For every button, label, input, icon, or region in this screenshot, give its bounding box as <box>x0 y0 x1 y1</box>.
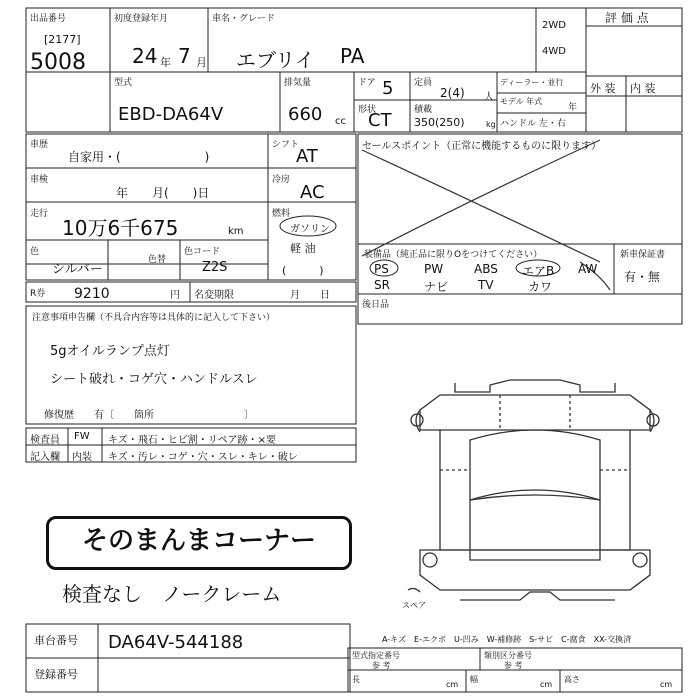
paint-label: 色替 <box>148 255 167 265</box>
shift-value: AT <box>296 146 318 167</box>
fuel-option-1: 軽 油 <box>290 242 316 255</box>
name-change-label: 名変期限 <box>194 290 234 301</box>
inspection-label: 車検 <box>30 175 49 185</box>
displacement-value: 660 <box>288 104 323 125</box>
fuel-label: 燃料 <box>272 209 291 219</box>
repair-label: 修復歴 有〔 箇所 〕 <box>44 410 254 421</box>
corner-stamp <box>46 516 352 570</box>
color-code-value: Z2S <box>202 260 228 275</box>
grade: PA <box>340 44 365 68</box>
color-code-label: 色コード <box>184 247 221 257</box>
shape-label: 形状 <box>358 105 377 115</box>
chassis-label: 車台番号 <box>34 634 78 647</box>
length-unit: cm <box>446 680 459 689</box>
equip-abs: ABS <box>474 262 498 276</box>
dealer-label: ディーラー・並行 <box>500 78 564 87</box>
class-label: 類別区分番号 <box>484 651 532 660</box>
warranty-value: 有・無 <box>624 270 661 284</box>
notes-line-2: シート破れ・コゲ穴・ハンドルスレ <box>50 372 258 387</box>
ref2: 参 考 <box>504 661 523 670</box>
car-name-label: 車名・グレード <box>212 14 276 24</box>
inspector-label-1: 検査員 <box>30 435 60 446</box>
length-label: 長 <box>352 675 360 684</box>
lot-number: 5008 <box>30 50 86 75</box>
fuel-option-2: ( ) <box>282 264 324 277</box>
equip-navi: ナビ <box>424 280 449 294</box>
equip-sr: SR <box>374 278 390 292</box>
corner-subtitle: 検査なし ノークレーム <box>62 582 282 606</box>
drive-4wd: 4WD <box>542 46 566 57</box>
interior-label: 内 装 <box>630 82 656 95</box>
exterior-label: 外 装 <box>590 82 616 95</box>
model-year-label: モデル 年式 <box>500 97 543 106</box>
aircon-label: 冷房 <box>272 175 291 185</box>
ref1: 参 考 <box>372 661 391 670</box>
recycle-value: 9210 <box>74 286 110 302</box>
after-label: 後日品 <box>362 300 390 310</box>
width-unit: cm <box>540 680 553 689</box>
sales-point-label: セールスポイント（正常に機能するものに限ります） <box>362 141 602 152</box>
load-unit: kg <box>486 120 496 129</box>
aircon-value: AC <box>300 182 325 203</box>
year-unit: 年 <box>568 103 578 113</box>
displacement-unit: cc <box>335 116 346 127</box>
equip-leather: カワ <box>528 280 553 294</box>
lot-label: 出品番号 <box>30 14 67 24</box>
inspector-row1-text: キズ・飛石・ヒビ割・リペア跡・×要 <box>108 435 276 446</box>
handle-label: ハンドル 左・右 <box>500 119 566 129</box>
equip-ps: PS <box>374 262 389 276</box>
recycle-unit: 円 <box>170 290 180 301</box>
capacity-value: 2(4) <box>440 86 465 100</box>
first-reg-year: 24 <box>132 44 158 68</box>
chassis-value: DA64V-544188 <box>108 632 244 653</box>
shape-value: CT <box>368 110 392 131</box>
lot-sub: [2177] <box>44 33 81 46</box>
doors-label: ドア <box>358 78 376 88</box>
equip-aw: AW <box>578 262 598 276</box>
equip-pw: PW <box>424 262 444 276</box>
capacity-unit: 人 <box>484 92 494 103</box>
warranty-label: 新車保証書 <box>620 250 666 260</box>
mileage-value: 10万6千675 <box>62 216 179 240</box>
corner-title: そのまんまコーナー <box>81 526 316 556</box>
recycle-label: R券 <box>30 289 46 299</box>
fuel-option-0: ガソリン <box>290 224 330 235</box>
doors-value: 5 <box>382 78 394 99</box>
color-label: 色 <box>30 247 40 257</box>
damage-legend: A-キズ E-エクボ U-凹み W-補修跡 S-サビ C-腐食 XX-交換済 <box>382 635 632 644</box>
history-value: 自家用・( ) <box>68 150 210 164</box>
mileage-label: 走行 <box>30 209 49 219</box>
month-unit: 月 <box>196 56 207 69</box>
displacement-label: 排気量 <box>284 78 312 88</box>
load-label: 積載 <box>414 105 433 115</box>
model-spec-label: 型式指定番号 <box>352 651 400 660</box>
equip-tv: TV <box>478 278 494 292</box>
history-label: 車歴 <box>30 140 49 150</box>
inspector-row2-head: 内装 <box>72 452 92 463</box>
first-reg-month: 7 <box>178 44 191 68</box>
inspection-value: 年 月( )日 <box>116 186 210 200</box>
model-value: EBD-DA64V <box>118 104 224 125</box>
notes-label: 注意事項申告欄（不具合内容等は具体的に記入して下さい） <box>32 313 276 323</box>
drive-2wd: 2WD <box>542 20 566 31</box>
height-label: 高さ <box>564 675 580 684</box>
height-unit: cm <box>660 680 673 689</box>
capacity-label: 定員 <box>414 78 433 88</box>
name-change-value: 月 日 <box>290 290 330 301</box>
equip-airbag: エアB <box>522 264 555 278</box>
color-value: シルバー <box>52 262 103 277</box>
model-label: 型式 <box>114 78 133 88</box>
first-reg-label: 初度登録年月 <box>114 14 169 24</box>
spare-label: スペア <box>402 601 426 610</box>
mileage-unit: km <box>228 226 244 237</box>
reg-label: 登録番号 <box>34 668 78 681</box>
inspector-label-2: 記入欄 <box>30 452 60 463</box>
inspector-row1-head: FW <box>74 431 90 442</box>
car-name: エブリイ <box>236 48 315 72</box>
inspector-row2-text: キズ・汚レ・コゲ・穴・スレ・キレ・破レ <box>108 452 298 463</box>
equipment-label: 装備品（純正品に限りOをつけてください） <box>364 250 543 260</box>
notes-line-1: 5gオイルランプ点灯 <box>50 344 170 359</box>
rating-label: 評 価 点 <box>605 11 649 25</box>
load-value: 350(250) <box>414 116 465 129</box>
shift-label: シフト <box>272 140 300 150</box>
width-label: 幅 <box>470 675 478 684</box>
